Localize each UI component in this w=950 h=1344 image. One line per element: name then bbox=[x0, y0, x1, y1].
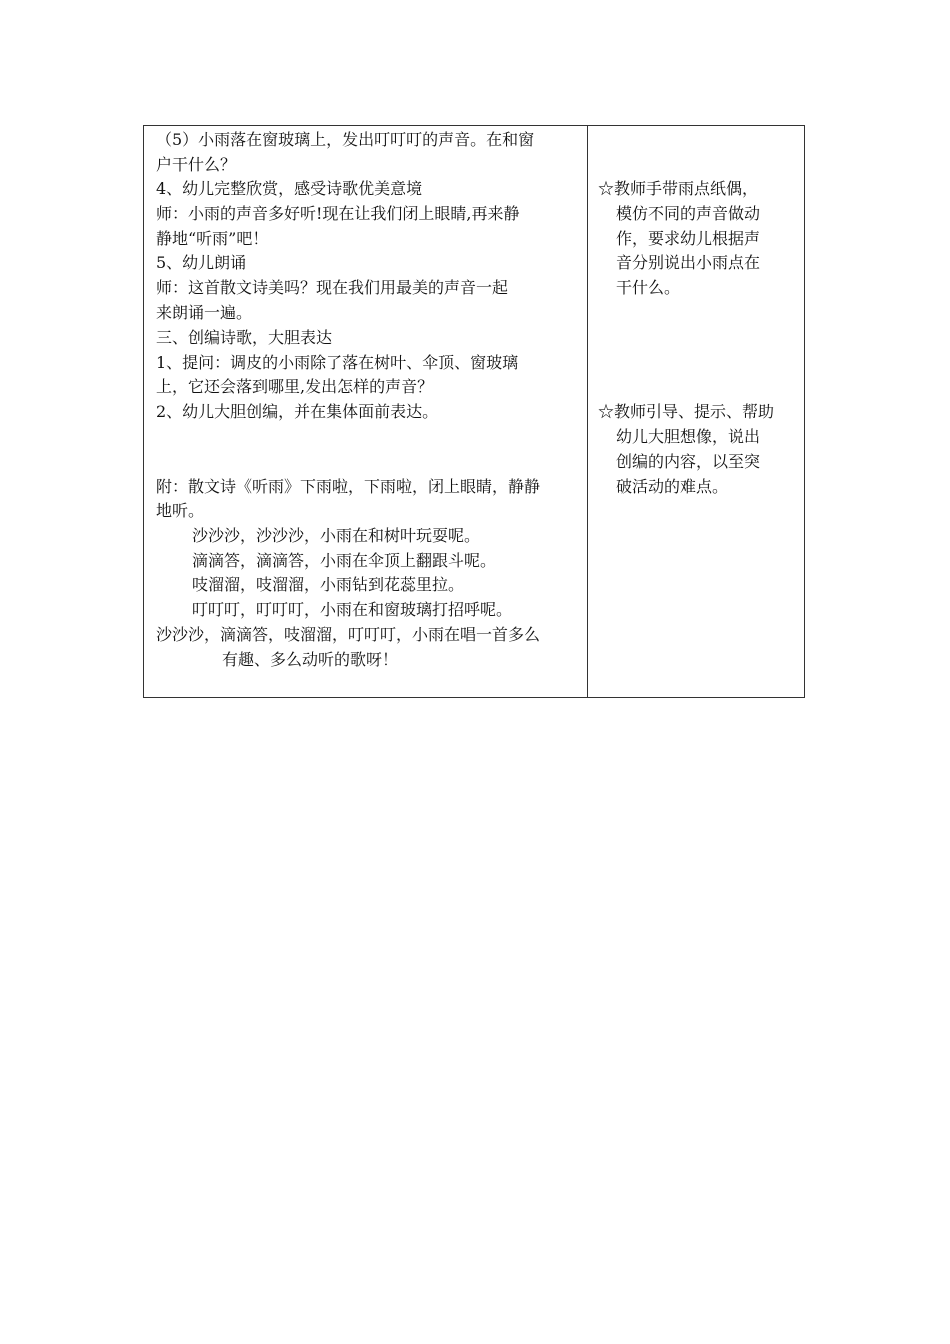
process-line: 4、幼儿完整欣赏，感受诗歌优美意境 bbox=[156, 179, 423, 198]
process-line: 师：这首散文诗美吗？现在我们用最美的声音一起 bbox=[156, 278, 509, 297]
note-line: 幼儿大胆想像，说出 bbox=[616, 427, 761, 446]
process-line: 2、幼儿大胆创编，并在集体面前表达。 bbox=[156, 402, 439, 421]
note-line: 音分别说出小雨点在 bbox=[616, 253, 761, 272]
process-line: 上，它还会落到哪里,发出怎样的声音？ bbox=[156, 377, 434, 396]
poem-line: 有趣、多么动听的歌呀！ bbox=[222, 650, 399, 669]
note-line: ☆教师手带雨点纸偶， bbox=[598, 179, 759, 198]
process-line: 师：小雨的声音多好听!现在让我们闭上眼睛,再来静 bbox=[156, 204, 520, 223]
teacher-notes-cell bbox=[588, 126, 804, 697]
poem-line: 叮叮叮，叮叮叮，小雨在和窗玻璃打招呼呢。 bbox=[192, 600, 513, 619]
note-line: 模仿不同的声音做动 bbox=[616, 204, 761, 223]
process-line: （5）小雨落在窗玻璃上，发出叮叮叮的声音。在和窗 bbox=[156, 130, 535, 149]
note-line: 作，要求幼儿根据声 bbox=[616, 229, 761, 248]
note-line: 创编的内容，以至突 bbox=[616, 452, 761, 471]
process-line: 静地“听雨”吧！ bbox=[156, 229, 269, 248]
process-line: 三、创编诗歌，大胆表达 bbox=[156, 328, 333, 347]
poem-line: 地听。 bbox=[156, 501, 205, 520]
poem-line: 附：散文诗《听雨》下雨啦，下雨啦，闭上眼睛，静静 bbox=[156, 477, 541, 496]
process-line: 户干什么？ bbox=[156, 155, 237, 174]
poem-line: 滴滴答，滴滴答，小雨在伞顶上翻跟斗呢。 bbox=[192, 551, 497, 570]
process-line: 5、幼儿朗诵 bbox=[156, 253, 247, 272]
poem-line: 吱溜溜，吱溜溜，小雨钻到花蕊里拉。 bbox=[192, 575, 465, 594]
note-line: ☆教师引导、提示、帮助 bbox=[598, 402, 775, 421]
note-line: 干什么。 bbox=[616, 278, 681, 297]
poem-line: 沙沙沙，沙沙沙，小雨在和树叶玩耍呢。 bbox=[192, 526, 481, 545]
activity-process-cell bbox=[144, 126, 588, 697]
lesson-table bbox=[143, 125, 805, 698]
process-line: 1、提问：调皮的小雨除了落在树叶、伞顶、窗玻璃 bbox=[156, 353, 519, 372]
note-line: 破活动的难点。 bbox=[616, 477, 729, 496]
poem-line: 沙沙沙，滴滴答，吱溜溜，叮叮叮，小雨在唱一首多么 bbox=[156, 625, 541, 644]
process-line: 来朗诵一遍。 bbox=[156, 303, 253, 322]
